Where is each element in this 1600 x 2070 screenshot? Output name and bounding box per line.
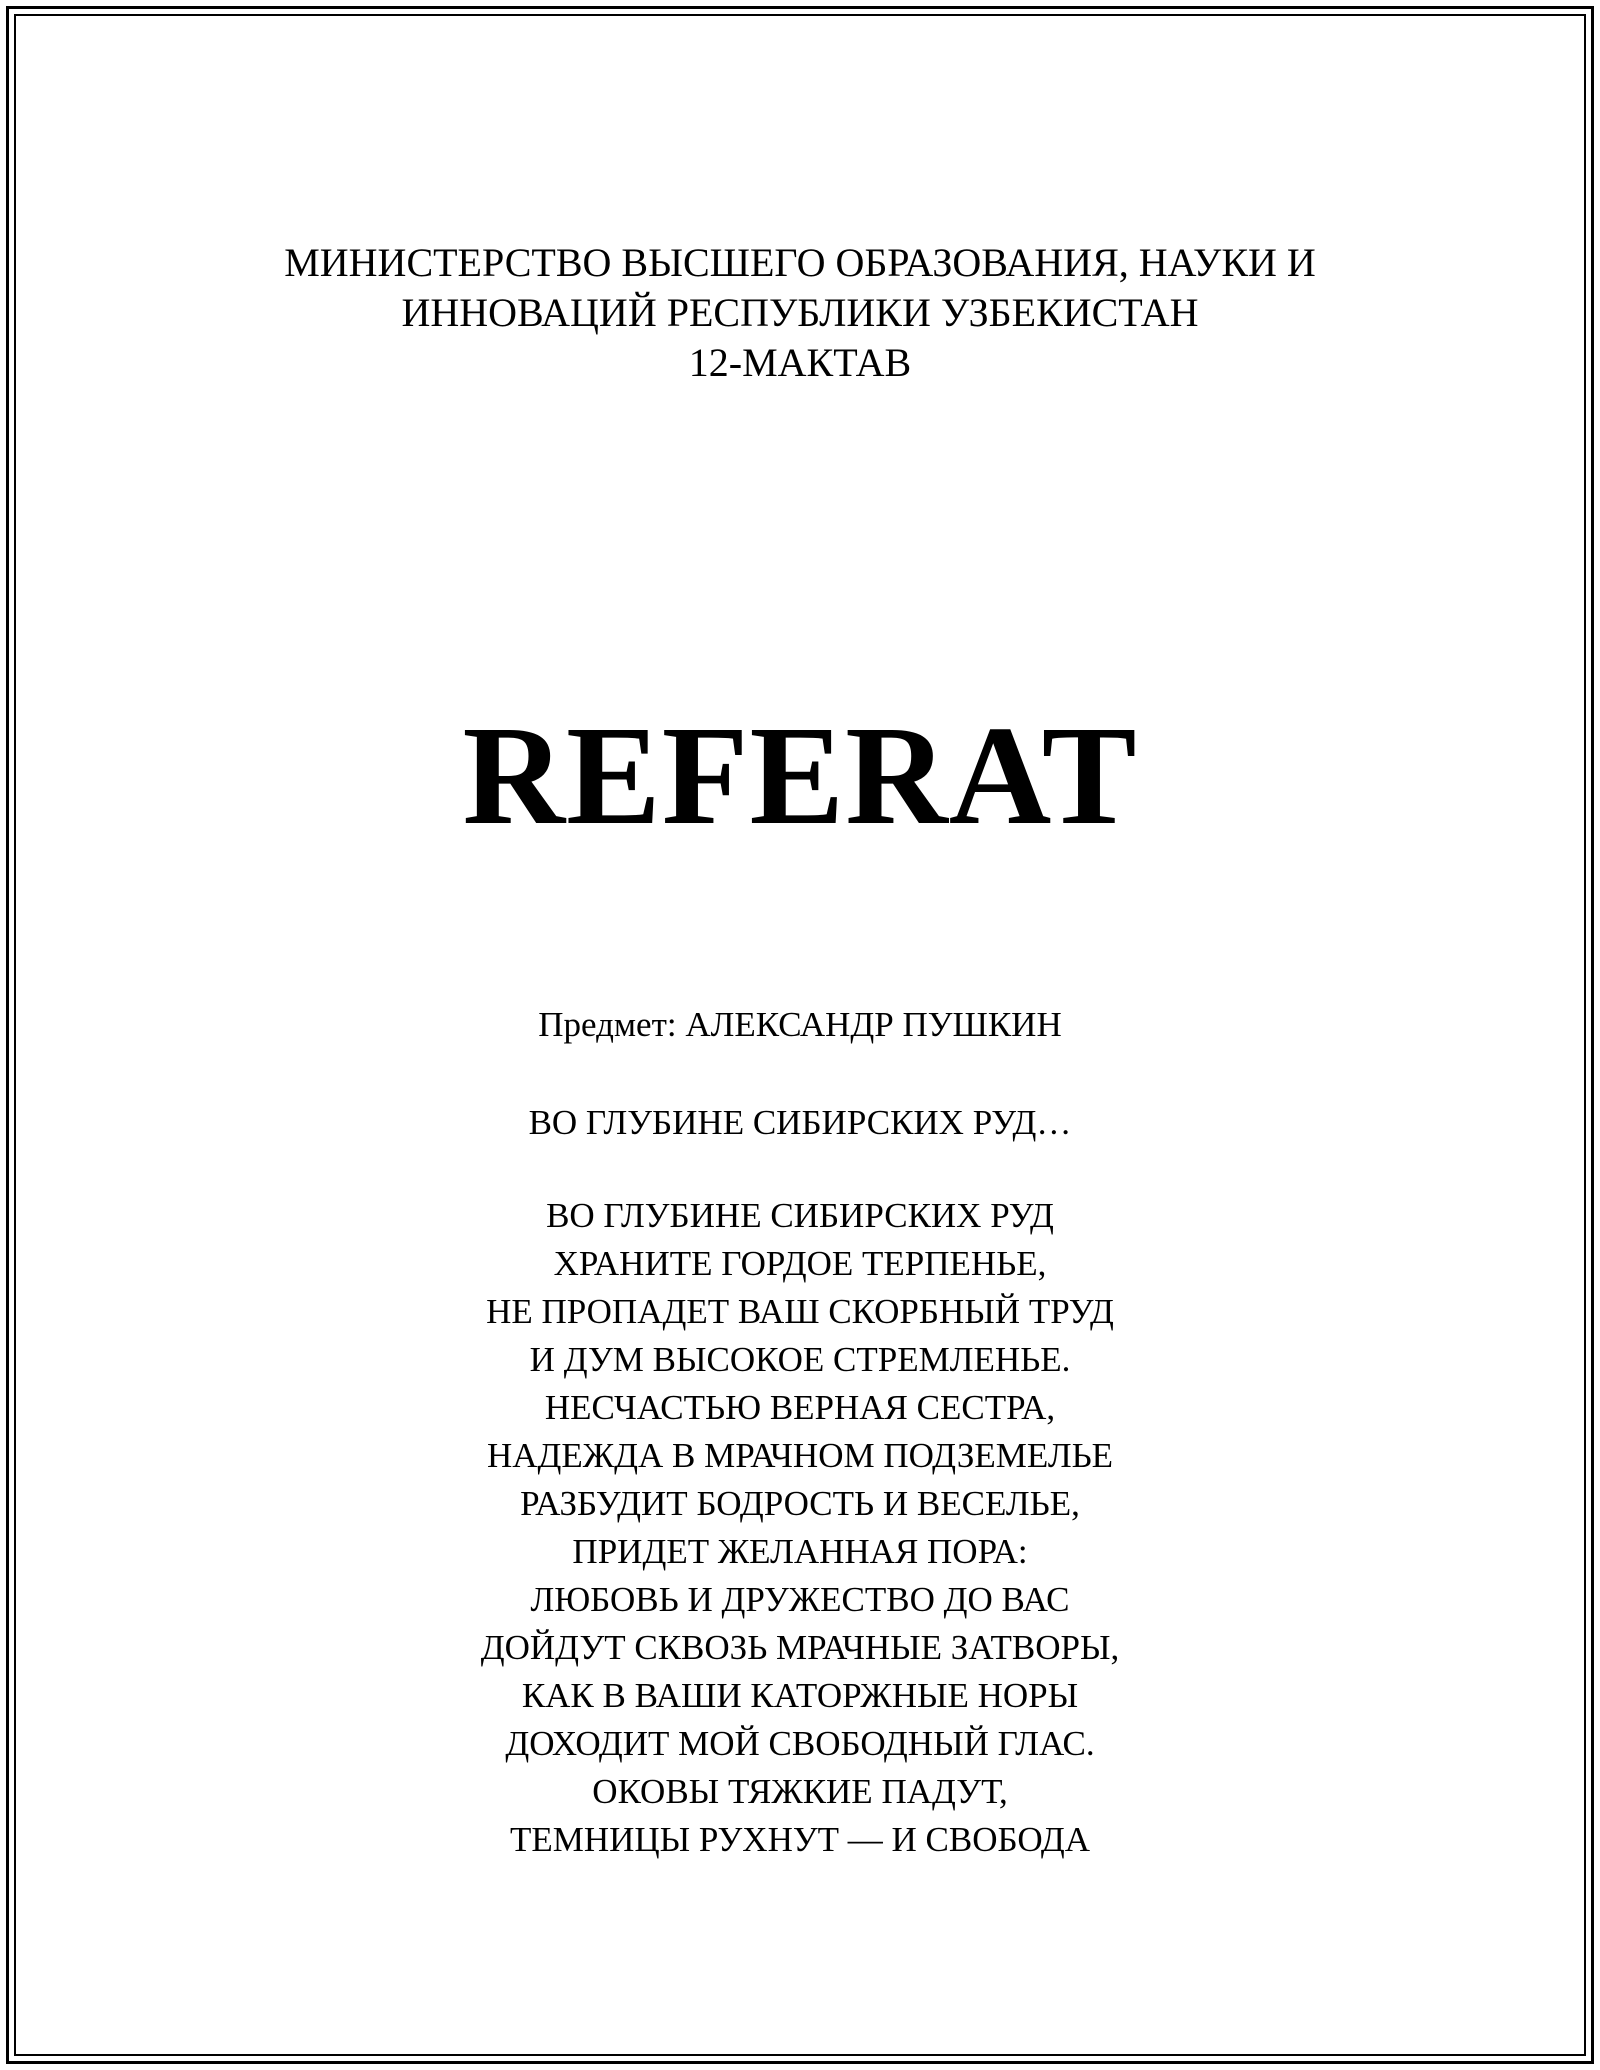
header-line-1: МИНИСТЕРСТВО ВЫСШЕГО ОБРАЗОВАНИЯ, НАУКИ И [284, 240, 1316, 285]
poem-line: ДОЙДУТ СКВОЗЬ МРАЧНЫЕ ЗАТВОРЫ, [480, 1628, 1120, 1667]
poem-title: ВО ГЛУБИНЕ СИБИРСКИХ РУД… [528, 1103, 1072, 1142]
poem-line: ЛЮБОВЬ И ДРУЖЕСТВО ДО ВАС [530, 1580, 1070, 1619]
poem-line: ВО ГЛУБИНЕ СИБИРСКИХ РУД [546, 1196, 1054, 1235]
poem-body [0, 1192, 1600, 1864]
poem-line: И ДУМ ВЫСОКОЕ СТРЕМЛЕНЬЕ. [529, 1340, 1071, 1379]
poem-line: ДОХОДИТ МОЙ СВОБОДНЫЙ ГЛАС. [505, 1724, 1095, 1763]
poem-line: ОКОВЫ ТЯЖКИЕ ПАДУТ, [592, 1772, 1008, 1811]
poem-line: НЕ ПРОПАДЕТ ВАШ СКОРБНЫЙ ТРУД [486, 1292, 1114, 1331]
poem-line: НАДЕЖДА В МРАЧНОМ ПОДЗЕМЕЛЬЕ [486, 1436, 1114, 1475]
poem-line: РАЗБУДИТ БОДРОСТЬ И ВЕСЕЛЬЕ, [520, 1484, 1080, 1523]
ministry-header [0, 238, 1600, 388]
poem-line: КАК В ВАШИ КАТОРЖНЫЕ НОРЫ [521, 1676, 1079, 1715]
subject-line: Предмет: АЛЕКСАНДР ПУШКИН [538, 1005, 1062, 1044]
document-title: REFERAT [462, 696, 1138, 854]
poem-line: ПРИДЕТ ЖЕЛАННАЯ ПОРА: [572, 1532, 1028, 1571]
poem-line: ТЕМНИЦЫ РУХНУТ — И СВОБОДА [509, 1820, 1091, 1859]
header-line-3: 12-МАКТАВ [688, 340, 912, 385]
header-line-2: ИННОВАЦИЙ РЕСПУБЛИКИ УЗБЕКИСТАН [401, 290, 1199, 335]
poem-line: НЕСЧАСТЬЮ ВЕРНАЯ СЕСТРА, [544, 1388, 1056, 1427]
poem-line: ХРАНИТЕ ГОРДОЕ ТЕРПЕНЬЕ, [553, 1244, 1047, 1283]
